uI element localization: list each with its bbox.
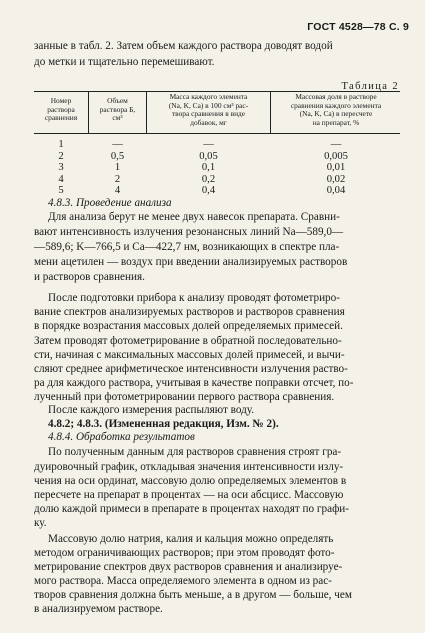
section-heading-4-8-4: 4.8.4. Обработка результатов [48, 431, 195, 443]
para5-line: мого раствора. Масса определяемого элемента в одном из рас- [34, 575, 332, 587]
table-header-number: Номер раствора сравнения [44, 96, 78, 123]
para2-line: лученный при фотометрировании первого раствора сравнения. [34, 391, 335, 403]
para3: После каждого измерения распыляют воду. [48, 404, 255, 416]
para1-line: мени ацетилен — воздух при введении анализируемых растворов [34, 256, 348, 268]
para4-line: чения на оси ординат, массовую долю определяемых элементов в [34, 475, 347, 487]
para4-line: долю каждой примеси в препарате в процентах находят по графи- [34, 503, 350, 515]
para1-line: —589,6; K—766,5 и Ca—422,7 нм, возникающих в спектре пла- [34, 241, 340, 253]
para4-line: По полученным данным для растворов сравнения строят гра- [48, 446, 342, 458]
intro-line-1: занные в табл. 2. Затем объем каждого раствора доводят водой [34, 40, 333, 52]
para2-line: сти, начиная с максимальных массовых долей примесей, и вычи- [34, 349, 345, 361]
para2-line: вание спектров анализируемых растворов и растворов сравнения [34, 306, 345, 318]
table-header-mass: Масса каждого элемента (Na, K, Ca) в 100 см³ рас- твора сравнения в виде добавок, мг [168, 92, 249, 127]
para5-line: творов сравнения должна быть меньше, а в другом — больше, чем [34, 589, 352, 601]
table-header-rule [34, 133, 400, 134]
para2-line: Затем проводят фотометрирование в обратной последовательно- [34, 335, 342, 347]
para2-line: ра для каждого раствора, учитывая в качестве поправки отсчет, по- [34, 377, 354, 389]
page-header: ГОСТ 4528—78 С. 9 [307, 21, 409, 33]
section-heading-4-8-3: 4.8.3. Проведение анализа [48, 197, 172, 209]
table-header-fraction: Массовая доля в растворе сравнения каждого элемента (Na, K, Ca) в пересчете на препарат, % [290, 92, 382, 127]
para4-line: дуировочный график, откладывая значения интенсивности излу- [34, 461, 344, 473]
para1-line: вают интенсивность излучения резонансных линий Na—589,0— [34, 226, 344, 238]
table-column-fraction: — 0,005 0,01 0,02 0,04 [324, 139, 348, 196]
para5-line: Массовую долю натрия, калия и кальция можно определять [48, 533, 334, 545]
para4-line: ку. [34, 517, 47, 529]
para2-line: После подготовки прибора к анализу проводят фотометриро- [48, 292, 340, 304]
table-column-number: 1 2 3 4 5 [58, 139, 64, 196]
para5-line: метрирование спектров двух растворов сравнения и анализируе- [34, 561, 343, 573]
intro-line-2: до метки и тщательно перемешивают. [34, 56, 215, 68]
para2-line: сляют среднее арифметическое интенсивности излучения раство- [34, 363, 348, 375]
para4-line: пересчете на препарат в процентах — на оси абсцисс. Массовую [34, 489, 344, 501]
para5-line: методом ограничивающих растворов; при этом проводят фото- [34, 547, 335, 559]
amendment-note: 4.8.2; 4.8.3. (Измененная редакция, Изм. № 2). [48, 418, 279, 430]
table-caption: Таблица 2 [341, 81, 399, 92]
para1-line: и растворов сравнения. [34, 271, 145, 283]
table-column-mass: — 0,05 0,1 0,2 0,4 [199, 139, 218, 196]
para2-line: в порядке возрастания массовых долей определяемых примесей. [34, 320, 343, 332]
para5-line: в анализируемом растворе. [34, 603, 163, 615]
table-column-volume: — 0,5 1 2 4 [110, 139, 125, 196]
table-header-volume: Объем раствора Б, см³ [99, 96, 136, 123]
para1-line: Для анализа берут не менее двух навесок препарата. Сравни- [48, 211, 340, 223]
